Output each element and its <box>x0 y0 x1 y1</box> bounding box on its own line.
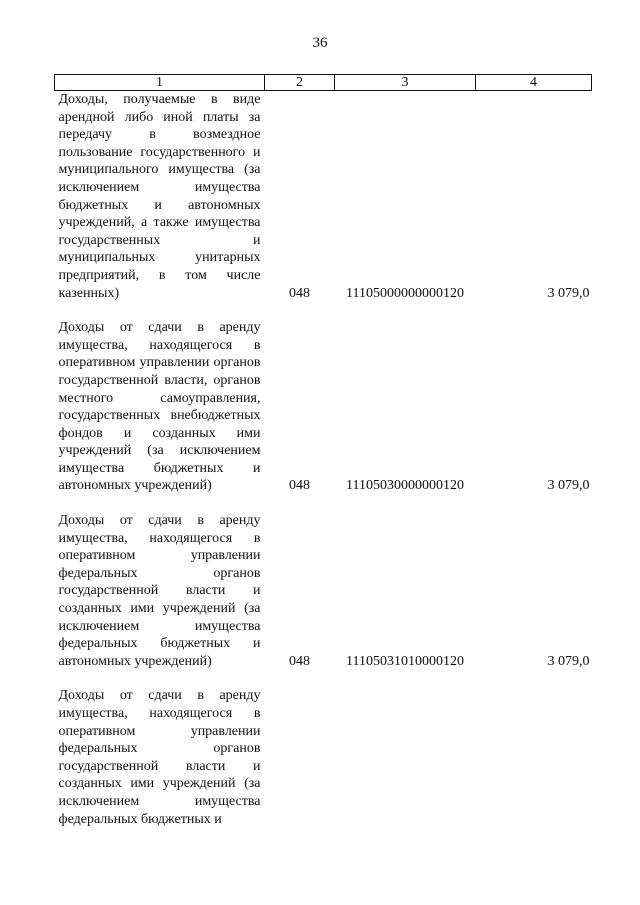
row-amount: 3 079,0 <box>547 285 590 301</box>
row-budget-code: 11105031010000120 <box>346 653 464 669</box>
row-admin-code: 048 <box>289 478 310 494</box>
table-row <box>55 687 592 828</box>
row-amount: 3 079,0 <box>547 478 590 494</box>
table-row <box>55 512 592 670</box>
row-spacer <box>55 495 592 512</box>
table-row <box>55 91 592 303</box>
revenue-table <box>54 74 592 828</box>
table-row <box>55 319 592 495</box>
row-admin-code: 048 <box>289 285 310 301</box>
row-admin-code: 048 <box>289 653 310 669</box>
row-description: Доходы, получаемые в виде арендной либо иной платы за передачу в возмездное пользование государственного и муниципального имущества (за исключением имущества бюджетных и автономных учреждений, а также имущества государственных и муниципальных унитарных предприятий, в том числе казенных) <box>58 92 261 301</box>
column-header-2: 2 <box>265 75 335 91</box>
page-number: 36 <box>312 35 328 51</box>
row-description: Доходы от сдачи в аренду имущества, находящегося в оперативном управлении органов государственной власти, органов местного самоуправления, государственных внебюджетных фондов и созданных ими учреждений (за исключением имущества бюджетных и автономных учреждений) <box>58 320 261 494</box>
row-description: Доходы от сдачи в аренду имущества, находящегося в оперативном управлении федеральных органов государственной власти и созданных ими учреждений (за исключением имущества федеральных бюджетных и автономных учреждений) <box>58 513 261 669</box>
row-admin-code <box>265 687 335 828</box>
row-budget-code <box>335 687 476 828</box>
table-header-row <box>55 75 592 91</box>
row-description: Доходы от сдачи в аренду имущества, находящегося в оперативном управлении федеральных органов государственной власти и созданных ими учреждений (за исключением имущества федеральных бюджетных и <box>58 688 261 827</box>
row-amount <box>476 687 592 828</box>
column-header-3: 3 <box>335 75 476 91</box>
row-budget-code: 11105030000000120 <box>346 478 464 494</box>
row-spacer <box>55 302 592 319</box>
row-budget-code: 11105000000000120 <box>346 285 464 301</box>
row-amount: 3 079,0 <box>547 653 590 669</box>
row-spacer <box>55 670 592 687</box>
column-header-4: 4 <box>476 75 592 91</box>
column-header-1: 1 <box>55 75 265 91</box>
